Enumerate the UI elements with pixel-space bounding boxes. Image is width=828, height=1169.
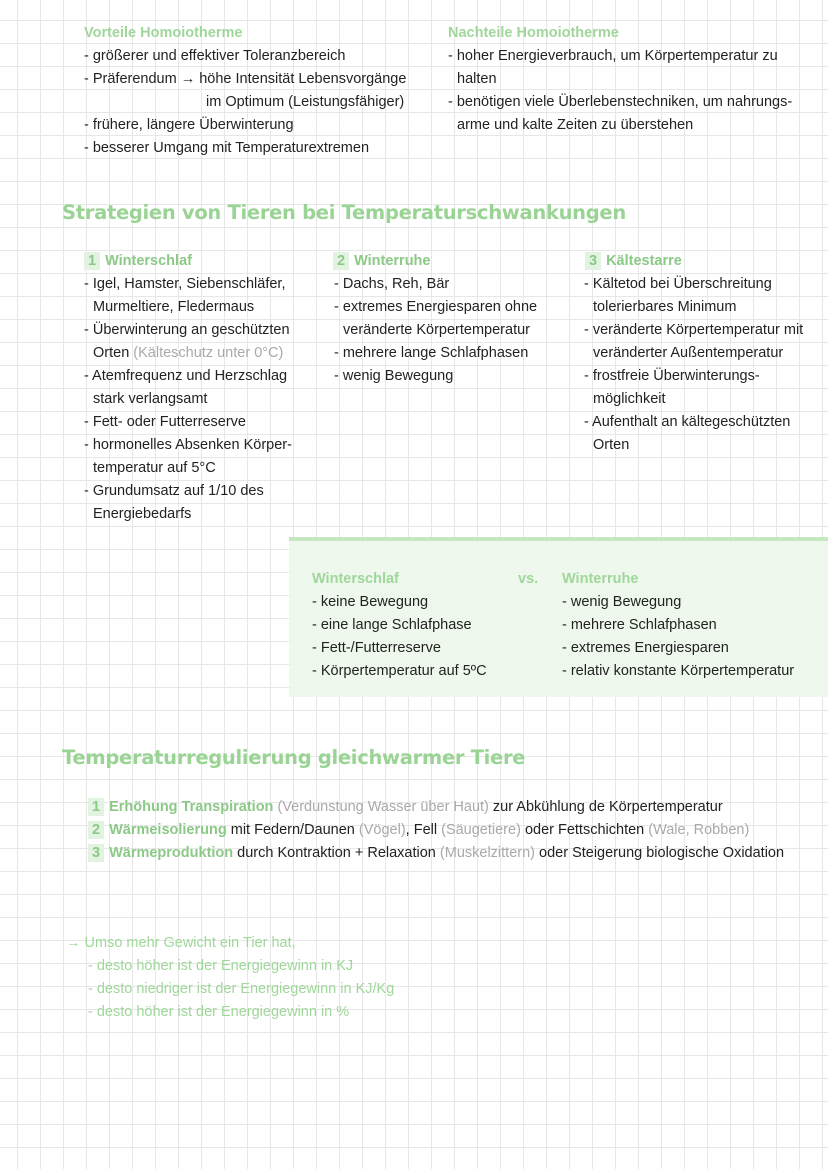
strategy-line: - Fett- oder Futterreserve: [84, 414, 246, 430]
compare-left-line: - keine Bewegung: [312, 594, 429, 610]
number-badge: 1: [88, 798, 104, 816]
strategy-line: Murmeltiere, Fledermaus: [93, 299, 255, 315]
regulation-parenthetical: (Verdunstung Wasser über Haut): [277, 799, 489, 815]
strategy-line: [93, 342, 283, 365]
regulation-parenthetical: (Vögel): [358, 822, 406, 838]
pros-line: - besserer Umgang mit Temperaturextremen: [84, 140, 370, 156]
number-badge: 1: [84, 252, 100, 270]
strategy-line: Orten: [593, 437, 630, 453]
strategy-line: - extremes Energiesparen ohne: [334, 299, 538, 315]
strategy-line: temperatur auf 5°C: [93, 460, 216, 476]
regulation-item: [88, 796, 723, 819]
compare-left-line: - Körpertemperatur auf 5ºC: [312, 663, 487, 679]
strategy-title-text: Kältestarre: [606, 253, 682, 269]
strategy-line: - Kältetod bei Überschreitung: [584, 276, 772, 292]
strategy-line: möglichkeit: [593, 391, 666, 407]
compare-right-line: - mehrere Schlafphasen: [562, 617, 717, 633]
regulation-key: Wärmeisolierung: [109, 822, 227, 838]
compare-left-line: - Fett-/Futterreserve: [312, 640, 441, 656]
cons-line: arme und kalte Zeiten zu überstehen: [457, 117, 694, 133]
pros-line: - frühere, längere Überwinterung: [84, 117, 294, 133]
pros-title: Vorteile Homoiotherme: [84, 25, 243, 41]
strategy-title-text: Winterschlaf: [105, 253, 192, 269]
regulation-parenthetical: (Säugetiere): [441, 822, 521, 838]
strategy-line: - wenig Bewegung: [334, 368, 454, 384]
regulation-text: oder Fettschichten: [524, 822, 645, 838]
regulation-parenthetical: (Muskelzittern): [439, 845, 535, 861]
strategy-line: - veränderte Körpertemperatur mit: [584, 322, 804, 338]
strategy-line: - frostfreie Überwinterungs-: [584, 368, 760, 384]
strategy-line: tolerierbares Minimum: [593, 299, 737, 315]
strategy-title-text: Winterruhe: [354, 253, 431, 269]
compare-vs: vs.: [518, 571, 539, 587]
strategy-title-winterschlaf: [84, 250, 192, 273]
pros-line: - größerer und effektiver Toleranzbereich: [84, 48, 346, 64]
cons-line: - hoher Energieverbrauch, um Körpertemperatur zu: [448, 48, 778, 64]
cons-line: - benötigen viele Überlebenstechniken, um nahrungs-: [448, 94, 793, 110]
weight-note-line: - desto höher ist der Energiegewinn in %: [88, 1004, 350, 1020]
strategy-line: - Grundumsatz auf 1/10 des: [84, 483, 264, 499]
strategy-line: Energiebedarfs: [93, 506, 192, 522]
weight-note-line: - desto niedriger ist der Energiegewinn in KJ/Kg: [88, 981, 395, 997]
weight-note-lead: → Umso mehr Gewicht ein Tier hat,: [66, 935, 296, 951]
strategy-title-winterruhe: [333, 250, 430, 273]
compare-right-line: - extremes Energiesparen: [562, 640, 729, 656]
regulation-key: Erhöhung Transpiration: [109, 799, 274, 815]
regulation-text: durch Kontraktion + Relaxation: [237, 845, 436, 861]
regulation-heading: Temperaturregulierung gleichwarmer Tiere: [62, 746, 526, 769]
strategy-title-kaeltestarre: [585, 250, 682, 273]
strategy-line: stark verlangsamt: [93, 391, 208, 407]
strategy-line: veränderte Körpertemperatur: [343, 322, 530, 338]
compare-left-line: - eine lange Schlafphase: [312, 617, 472, 633]
regulation-item: [88, 842, 784, 865]
regulation-item: [88, 819, 749, 842]
regulation-text: zur Abkühlung de Körpertemperatur: [492, 799, 723, 815]
number-badge: 2: [88, 821, 104, 839]
strategy-line: - mehrere lange Schlafphasen: [334, 345, 529, 361]
cons-line: halten: [457, 71, 497, 87]
compare-left-title: Winterschlaf: [312, 571, 399, 587]
strategy-line: - hormonelles Absenken Körper-: [84, 437, 292, 453]
strategy-line: - Igel, Hamster, Siebenschläfer,: [84, 276, 286, 292]
strategies-heading: Strategien von Tieren bei Temperaturschwankungen: [62, 201, 626, 224]
regulation-text: mit Federn/Daunen: [230, 822, 355, 838]
pros-line: - Präferendum → höhe Intensität Lebensvorgänge: [84, 71, 407, 87]
regulation-parenthetical: (Wale, Robben): [648, 822, 750, 838]
strategy-text: Orten: [93, 345, 130, 361]
regulation-text: , Fell: [405, 822, 438, 838]
regulation-text: oder Steigerung biologische Oxidation: [539, 845, 785, 861]
regulation-key: Wärmeproduktion: [109, 845, 234, 861]
number-badge: 2: [333, 252, 349, 270]
number-badge: 3: [88, 844, 104, 862]
pros-line: im Optimum (Leistungsfähiger): [206, 94, 405, 110]
compare-right-line: - wenig Bewegung: [562, 594, 682, 610]
strategy-line: - Atemfrequenz und Herzschlag: [84, 368, 288, 384]
cons-title: Nachteile Homoiotherme: [448, 25, 619, 41]
number-badge: 3: [585, 252, 601, 270]
strategy-line: veränderter Außentemperatur: [593, 345, 784, 361]
weight-note-line: - desto höher ist der Energiegewinn in KJ: [88, 958, 354, 974]
strategy-line: - Überwinterung an geschützten: [84, 322, 290, 338]
strategy-line: - Aufenthalt an kältegeschützten: [584, 414, 791, 430]
compare-right-line: - relativ konstante Körpertemperatur: [562, 663, 795, 679]
compare-right-title: Winterruhe: [562, 571, 639, 587]
strategy-line: - Dachs, Reh, Bär: [334, 276, 450, 292]
strategy-parenthetical: (Kälteschutz unter 0°C): [133, 345, 284, 361]
